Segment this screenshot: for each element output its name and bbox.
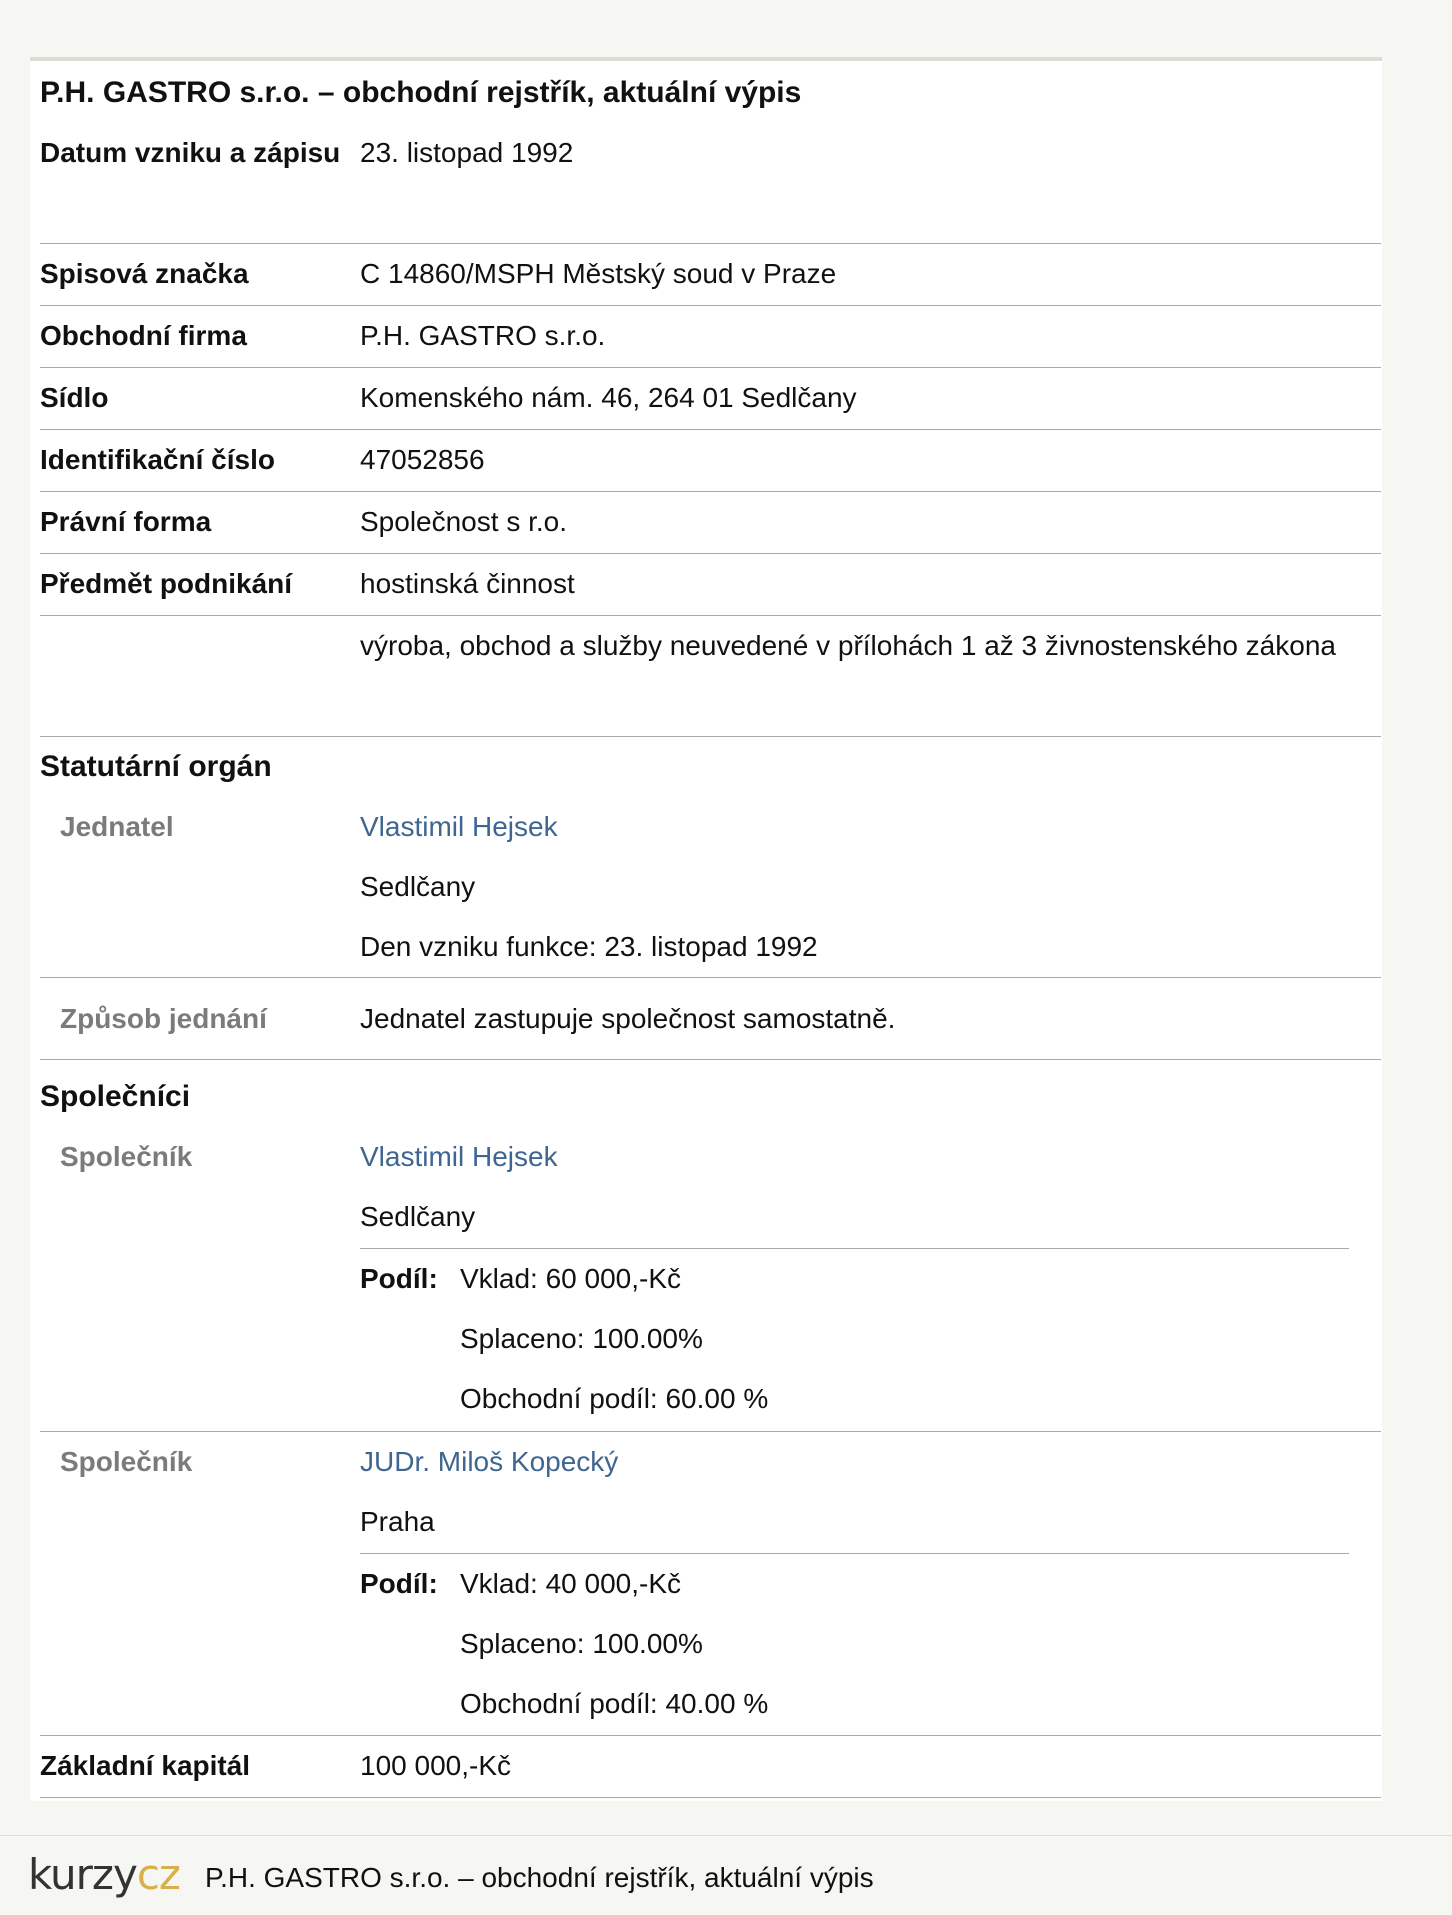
row-value (360, 1432, 1360, 1552)
spolecnik-1 (40, 1127, 1381, 1432)
spolecnik-city: Praha (360, 1506, 435, 1537)
row-label: Datum vzniku a zápisu (40, 137, 341, 168)
logo-text-left: kurzy (28, 1850, 137, 1899)
row-value: 23. listopad 1992 (360, 137, 574, 168)
kurzy-logo[interactable] (28, 1850, 180, 1900)
row-value (360, 797, 1360, 977)
row-spisova-znacka (40, 244, 1381, 306)
spolecnik-name-link[interactable]: Vlastimil Hejsek (360, 1141, 558, 1172)
row-obchodni-firma (40, 306, 1381, 368)
row-value: P.H. GASTRO s.r.o. (360, 320, 606, 351)
row-label: Předmět podnikání (40, 568, 293, 599)
row-label: Identifikační číslo (40, 444, 275, 475)
section-spolecnici (40, 1067, 1381, 1127)
row-value: Jednatel zastupuje společnost samostatně. (360, 1003, 896, 1034)
row-datum-vzniku (40, 123, 1381, 244)
logo-text-right: cz (136, 1850, 180, 1899)
row-label: Spisová značka (40, 258, 249, 289)
row-label: Společník (60, 1446, 193, 1477)
row-value: hostinská činnost (360, 568, 575, 599)
footer-title: P.H. GASTRO s.r.o. – obchodní rejstřík, aktuální výpis (205, 1862, 874, 1893)
row-label: Společník (60, 1141, 193, 1172)
spolecnik-city: Sedlčany (360, 1201, 476, 1232)
row-sidlo (40, 368, 1381, 430)
row-predmet-podnikani (40, 554, 1381, 616)
footer-bar (0, 1835, 1452, 1915)
row-value: 47052856 (360, 444, 485, 475)
podil-splaceno: Splaceno: 100.00% (460, 1628, 703, 1659)
row-jednatel (40, 797, 1381, 978)
row-value: C 14860/MSPH Městský soud v Praze (360, 258, 837, 289)
jednatel-city: Sedlčany (360, 871, 476, 902)
document-title: P.H. GASTRO s.r.o. – obchodní rejstřík, aktuální výpis (40, 76, 802, 109)
row-value: 100 000,-Kč (360, 1750, 511, 1781)
section-heading: Společníci (40, 1080, 191, 1113)
section-heading: Statutární orgán (40, 750, 272, 783)
spolecnik-2 (40, 1432, 1381, 1736)
jednatel-name-link[interactable]: Vlastimil Hejsek (360, 811, 558, 842)
document-sheet (30, 57, 1382, 1801)
row-label: Obchodní firma (40, 320, 247, 351)
podil-label: Podíl: (360, 1568, 438, 1599)
row-identifikacni-cislo (40, 430, 1381, 492)
row-label: Způsob jednání (60, 1003, 267, 1034)
podil-obchodni: Obchodní podíl: 60.00 % (460, 1383, 769, 1414)
podil-vklad: Vklad: 60 000,-Kč (460, 1263, 682, 1294)
row-label: Základní kapitál (40, 1750, 251, 1781)
row-pravni-forma (40, 492, 1381, 554)
spolecnik-name-link[interactable]: JUDr. Miloš Kopecký (360, 1446, 619, 1477)
podil-label: Podíl: (360, 1263, 438, 1294)
section-statutarni-organ (40, 737, 1381, 797)
row-predmet-podnikani-2 (40, 616, 1381, 737)
row-value: výroba, obchod a služby neuvedené v přílohách 1 až 3 živnostenského zákona (360, 630, 1336, 661)
podil-values (460, 1249, 768, 1429)
row-label: Sídlo (40, 382, 109, 413)
podil-obchodni: Obchodní podíl: 40.00 % (460, 1688, 769, 1719)
row-zakladni-kapital (40, 1736, 1381, 1798)
row-label: Jednatel (60, 811, 174, 842)
row-value: Společnost s r.o. (360, 506, 568, 537)
row-zpusob-jednani (40, 978, 1381, 1060)
podil-values (460, 1554, 768, 1734)
row-value: Komenského nám. 46, 264 01 Sedlčany (360, 382, 857, 413)
podil-splaceno: Splaceno: 100.00% (460, 1323, 703, 1354)
row-label: Právní forma (40, 506, 212, 537)
row-value (360, 1127, 1360, 1247)
jednatel-since: Den vzniku funkce: 23. listopad 1992 (360, 931, 818, 962)
podil-vklad: Vklad: 40 000,-Kč (460, 1568, 682, 1599)
